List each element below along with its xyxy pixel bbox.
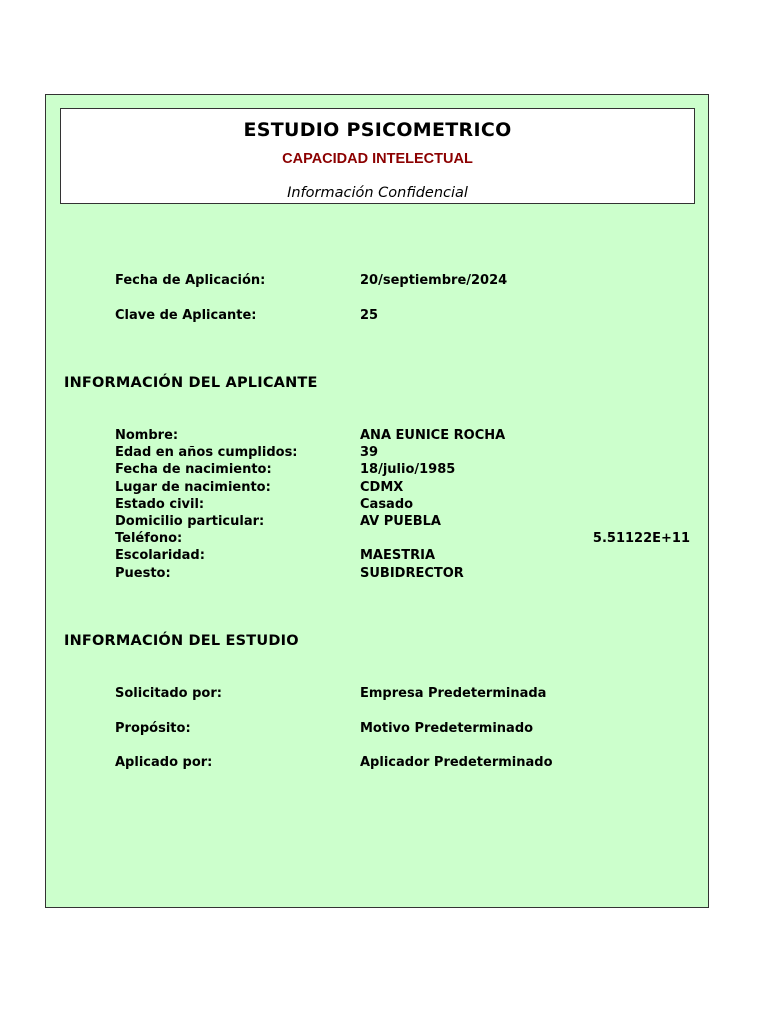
study-row-solicitado bbox=[115, 686, 695, 703]
applicant-row-puesto bbox=[115, 566, 695, 583]
field-label: Aplicado por: bbox=[115, 755, 213, 770]
field-label: Propósito: bbox=[115, 721, 191, 736]
study-row-proposito bbox=[115, 721, 695, 738]
study-row-aplicado bbox=[115, 755, 695, 772]
field-value: Motivo Predeterminado bbox=[360, 721, 534, 736]
field-value: Empresa Predeterminada bbox=[360, 686, 547, 701]
field-label: Clave de Aplicante: bbox=[115, 308, 257, 323]
field-label: Solicitado por: bbox=[115, 686, 222, 701]
field-value: Casado bbox=[360, 497, 414, 512]
field-value: AV PUEBLA bbox=[360, 514, 441, 529]
field-value: 20/septiembre/2024 bbox=[360, 273, 508, 288]
document-subtitle: CAPACIDAD INTELECTUAL bbox=[282, 151, 473, 167]
field-value: MAESTRIA bbox=[360, 548, 436, 563]
field-label: Lugar de nacimiento: bbox=[115, 480, 271, 495]
field-label: Teléfono: bbox=[115, 531, 183, 546]
field-value: 25 bbox=[360, 308, 379, 323]
fecha-aplicacion-row bbox=[115, 273, 695, 290]
confidential-notice: Información Confidencial bbox=[287, 185, 468, 201]
field-value: 39 bbox=[360, 445, 379, 460]
field-value: ANA EUNICE ROCHA bbox=[360, 428, 506, 443]
field-label: Nombre: bbox=[115, 428, 179, 443]
field-label: Escolaridad: bbox=[115, 548, 205, 563]
field-label: Fecha de Aplicación: bbox=[115, 273, 266, 288]
field-label: Estado civil: bbox=[115, 497, 205, 512]
applicant-row-escolaridad bbox=[115, 548, 695, 565]
applicant-row-fecha-nacimiento bbox=[115, 462, 695, 479]
header-box bbox=[60, 108, 695, 204]
document-title: ESTUDIO PSICOMETRICO bbox=[243, 119, 512, 141]
field-value: 18/julio/1985 bbox=[360, 462, 456, 477]
applicant-row-estado-civil bbox=[115, 497, 695, 514]
study-section-title: INFORMACIÓN DEL ESTUDIO bbox=[64, 633, 299, 649]
applicant-row-domicilio bbox=[115, 514, 695, 531]
field-value: Aplicador Predeterminado bbox=[360, 755, 553, 770]
field-value: CDMX bbox=[360, 480, 404, 495]
field-label: Domicilio particular: bbox=[115, 514, 265, 529]
field-label: Edad en años cumplidos: bbox=[115, 445, 298, 460]
field-value: 5.51122E+11 bbox=[592, 531, 690, 546]
applicant-section-title: INFORMACIÓN DEL APLICANTE bbox=[64, 375, 318, 391]
applicant-row-edad bbox=[115, 445, 695, 462]
clave-aplicante-row bbox=[115, 308, 695, 325]
report-sheet bbox=[45, 94, 709, 908]
applicant-row-nombre bbox=[115, 428, 695, 445]
applicant-row-telefono bbox=[115, 531, 695, 548]
field-label: Puesto: bbox=[115, 566, 171, 581]
applicant-row-lugar-nacimiento bbox=[115, 480, 695, 497]
field-label: Fecha de nacimiento: bbox=[115, 462, 272, 477]
field-value: SUBIDRECTOR bbox=[360, 566, 464, 581]
